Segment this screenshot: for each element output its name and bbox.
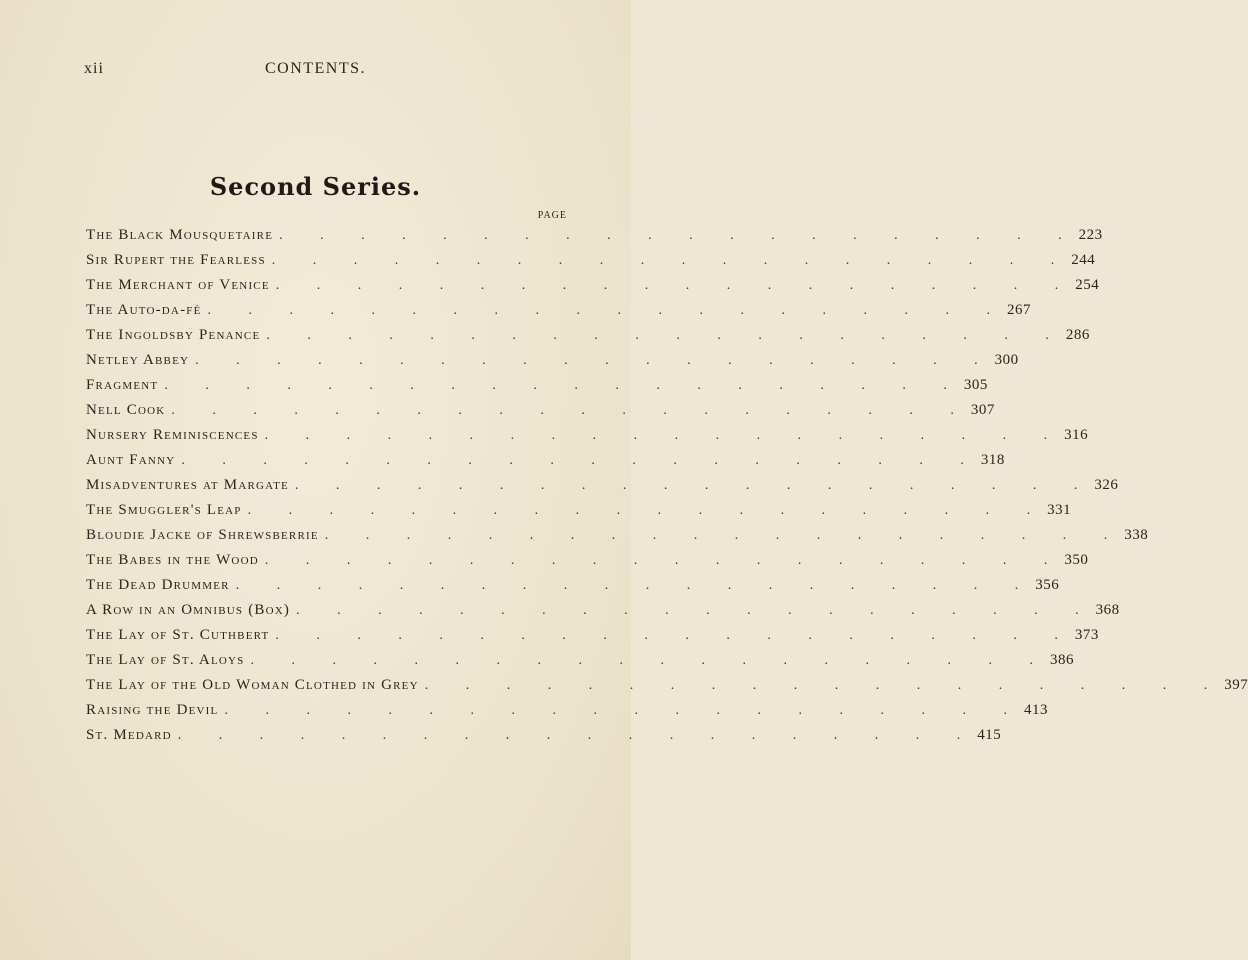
table-of-contents <box>86 223 1248 748</box>
dot-leader: . . . . . . . . . . . . . . . . . . . . <box>296 603 1096 618</box>
toc-entry-page: 397 <box>1224 677 1248 693</box>
toc-entry-page: 350 <box>1064 552 1089 568</box>
toc-entry <box>86 473 1119 498</box>
toc-entry-page: 286 <box>1065 327 1090 343</box>
toc-entry-page: 386 <box>1049 652 1074 668</box>
dot-leader: . . . . . . . . . . . . . . . . . . . . <box>424 678 1225 693</box>
toc-entry <box>86 373 988 398</box>
toc-entry-title: The Dead Drummer <box>86 577 230 593</box>
toc-entry-page: 307 <box>970 402 995 418</box>
dot-leader: . . . . . . . . . . . . . . . . . . . . <box>177 728 978 743</box>
toc-entry-title: Bloudie Jacke of Shrewsberrie <box>86 527 319 543</box>
toc-entry-page: 316 <box>1064 427 1089 443</box>
dot-leader: . . . . . . . . . . . . . . . . . . . . <box>324 528 1125 543</box>
dot-leader: . . . . . . . . . . . . . . . . . . . . <box>279 228 1079 243</box>
toc-entry <box>86 398 995 423</box>
toc-entry-page: 326 <box>1094 477 1119 493</box>
toc-entry-title: The Lay of St. Aloys <box>86 652 245 668</box>
toc-entry-title: The Babes in the Wood <box>86 552 259 568</box>
dot-leader: . . . . . . . . . . . . . . . . . . . . <box>181 453 981 468</box>
dot-leader: . . . . . . . . . . . . . . . . . . . . <box>294 478 1095 493</box>
dot-leader: . . . . . . . . . . . . . . . . . . . . <box>247 503 1048 518</box>
dot-leader: . . . . . . . . . . . . . . . . . . . . <box>271 253 1072 268</box>
toc-entry <box>86 623 1099 648</box>
toc-entry-title: The Ingoldsby Penance <box>86 327 261 343</box>
toc-entry-page: 331 <box>1047 502 1072 518</box>
dot-leader: . . . . . . . . . . . . . . . . . . . . <box>264 553 1065 568</box>
toc-entry <box>86 423 1089 448</box>
toc-entry <box>86 698 1048 723</box>
section-title: Second Series. <box>209 172 422 201</box>
dot-leader: . . . . . . . . . . . . . . . . . . . . <box>250 653 1050 668</box>
toc-entry <box>86 348 1019 373</box>
toc-entry-page: 373 <box>1074 627 1099 643</box>
dot-leader: . . . . . . . . . . . . . . . . . . . . <box>171 403 971 418</box>
toc-entry-title: Nell Cook <box>86 402 166 418</box>
toc-entry-title: Misadventures at Margate <box>86 477 289 493</box>
toc-entry-title: The Black Mousquetaire <box>86 227 274 243</box>
toc-entry-page: 368 <box>1095 602 1120 618</box>
toc-entry-title: St. Medard <box>86 727 172 743</box>
dot-leader: . . . . . . . . . . . . . . . . . . . . <box>195 353 995 368</box>
toc-entry-title: The Auto-da-fé <box>86 302 202 318</box>
dot-leader: . . . . . . . . . . . . . . . . . . . . <box>224 703 1024 718</box>
toc-entry-page: 305 <box>963 377 988 393</box>
toc-entry-title: The Merchant of Venice <box>86 277 270 293</box>
toc-entry <box>86 573 1060 598</box>
toc-entry <box>86 498 1072 523</box>
page-column-label: PAGE <box>537 210 567 221</box>
toc-entry-title: The Smuggler's Leap <box>86 502 242 518</box>
toc-entry <box>86 223 1103 248</box>
toc-entry <box>86 323 1090 348</box>
toc-entry-title: The Lay of the Old Woman Clothed in Grey <box>86 677 419 693</box>
toc-entry-page: 356 <box>1035 577 1060 593</box>
toc-entry <box>86 523 1149 548</box>
toc-entry-page: 267 <box>1007 302 1032 318</box>
toc-entry <box>86 598 1120 623</box>
dot-leader: . . . . . . . . . . . . . . . . . . . . <box>207 303 1008 318</box>
toc-entry-page: 413 <box>1023 702 1048 718</box>
toc-entry-title: Aunt Fanny <box>86 452 176 468</box>
toc-entry <box>86 248 1096 273</box>
toc-entry-title: Nursery Reminiscences <box>86 427 259 443</box>
toc-entry-page: 338 <box>1124 527 1149 543</box>
toc-entry-page: 415 <box>977 727 1002 743</box>
dot-leader: . . . . . . . . . . . . . . . . . . . . <box>164 378 964 393</box>
dot-leader: . . . . . . . . . . . . . . . . . . . . <box>275 278 1076 293</box>
toc-entry <box>86 548 1089 573</box>
toc-entry-title: Raising the Devil <box>86 702 219 718</box>
dot-leader: . . . . . . . . . . . . . . . . . . . . <box>264 428 1065 443</box>
toc-entry-title: A Row in an Omnibus (Box) <box>86 602 291 618</box>
toc-entry <box>86 673 1248 698</box>
toc-entry-title: Netley Abbey <box>86 352 190 368</box>
page-folio: xii <box>84 60 104 77</box>
toc-entry-page: 223 <box>1078 227 1103 243</box>
toc-entry <box>86 448 1005 473</box>
toc-entry <box>86 298 1032 323</box>
toc-entry-page: 244 <box>1071 252 1096 268</box>
toc-entry <box>86 648 1074 673</box>
toc-entry-title: The Lay of St. Cuthbert <box>86 627 270 643</box>
toc-entry <box>86 723 1002 748</box>
dot-leader: . . . . . . . . . . . . . . . . . . . . <box>266 328 1066 343</box>
dot-leader: . . . . . . . . . . . . . . . . . . . . <box>235 578 1036 593</box>
dot-leader: . . . . . . . . . . . . . . . . . . . . <box>275 628 1075 643</box>
toc-entry-title: Sir Rupert the Fearless <box>86 252 266 268</box>
toc-entry-page: 254 <box>1075 277 1100 293</box>
toc-entry <box>86 273 1100 298</box>
toc-entry-page: 318 <box>980 452 1005 468</box>
running-head: CONTENTS. <box>264 60 367 77</box>
toc-entry-title: Fragment <box>86 377 159 393</box>
toc-entry-page: 300 <box>994 352 1019 368</box>
